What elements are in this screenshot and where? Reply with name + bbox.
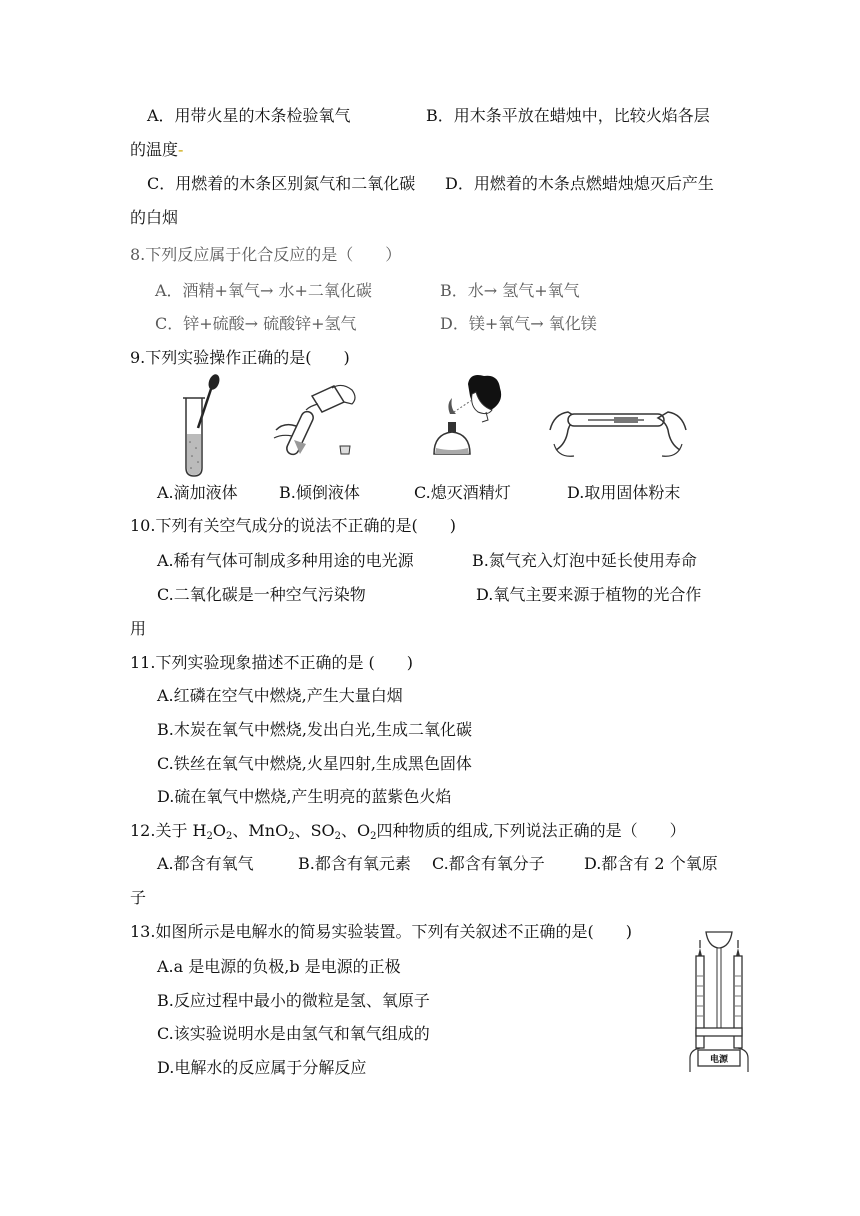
q10-option-c: C.二氧化碳是一种空气污染物 [157, 585, 366, 604]
q12-stem: 12.关于 $H_2O_2$、MnO$_2$、$SO_2$、$O_2$四种物质的组成,下列说法正确的是（ ） [130, 821, 686, 842]
q11-option-b: B.木炭在氧气中燃烧,发出白光,生成二氧化碳 [157, 720, 473, 739]
q7-option-a: A．用带火星的木条检验氧气 [147, 106, 351, 125]
q13-option-a: A.a 是电源的负极,b 是电源的正极 [157, 957, 401, 976]
q12-option-d-continued: 子 [130, 888, 147, 907]
q9-option-d: D.取用固体粉末 [567, 483, 681, 502]
dropper-test-tube-figure [170, 372, 230, 480]
power-supply-label: 电源 [709, 1055, 729, 1065]
q13-option-d: D.电解水的反应属于分解反应 [157, 1058, 367, 1077]
q10-option-d-continued: 用 [130, 619, 147, 638]
blowing-alcohol-lamp-figure [420, 370, 516, 466]
q11-option-c: C.铁丝在氧气中燃烧,火星四射,生成黑色固体 [157, 754, 472, 773]
q12-option-c: C.都含有氧分子 [432, 854, 545, 873]
q11-stem: 11.下列实验现象描述不正确的是 ( ) [130, 653, 414, 672]
electrolysis-apparatus-figure [684, 926, 754, 1076]
q9-option-c: C.熄灭酒精灯 [414, 483, 511, 502]
q10-option-b: B.氮气充入灯泡中延长使用寿命 [472, 551, 697, 570]
q10-option-d: D.氧气主要来源于植物的光合作 [476, 585, 702, 604]
q9-stem: 9.下列实验操作正确的是( ) [130, 348, 350, 367]
q8-option-a: A．酒精+氧气→ 水+二氧化碳 [155, 281, 372, 300]
q8-stem: 8.下列反应属于化合反应的是（ ） [130, 245, 402, 264]
q12-option-b: B.都含有氧元素 [298, 854, 411, 873]
q11-option-d: D.硫在氧气中燃烧,产生明亮的蓝紫色火焰 [157, 787, 452, 806]
q7-option-d: D．用燃着的木条点燃蜡烛熄灭后产生 [445, 174, 714, 193]
q12-option-a: A.都含有氧气 [157, 854, 254, 873]
q8-option-c: C．锌+硫酸→ 硫酸锌+氢气 [155, 314, 357, 333]
q10-stem: 10.下列有关空气成分的说法不正确的是( ) [130, 516, 456, 535]
q7-option-b: B．用木条平放在蜡烛中，比较火焰各层 [426, 106, 710, 125]
powder-tube-figure [548, 400, 688, 462]
q13-stem: 13.如图所示是电解水的简易实验装置。下列有关叙述不正确的是( ) [130, 922, 632, 941]
q8-option-b: B．水→ 氢气+氧气 [440, 281, 580, 300]
q7-option-c: C．用燃着的木条区别氮气和二氧化碳 [147, 174, 416, 193]
q8-option-d: D．镁+氧气→ 氧化镁 [440, 314, 597, 333]
q11-option-a: A.红磷在空气中燃烧,产生大量白烟 [157, 686, 403, 705]
q12-option-d: D.都含有 2 个氧原 [584, 854, 718, 873]
pouring-liquid-figure [272, 380, 364, 464]
q13-option-b: B.反应过程中最小的微粒是氢、氧原子 [157, 991, 430, 1010]
q13-option-c: C.该实验说明水是由氢气和氧气组成的 [157, 1024, 430, 1043]
q10-option-a: A.稀有气体可制成多种用途的电光源 [157, 551, 414, 570]
q9-option-a: A.滴加液体 [157, 483, 238, 502]
q7-option-b-continued: 的温度- [130, 140, 184, 159]
q9-option-b: B.倾倒液体 [279, 483, 360, 502]
q7-option-d-continued: 的白烟 [130, 208, 179, 227]
